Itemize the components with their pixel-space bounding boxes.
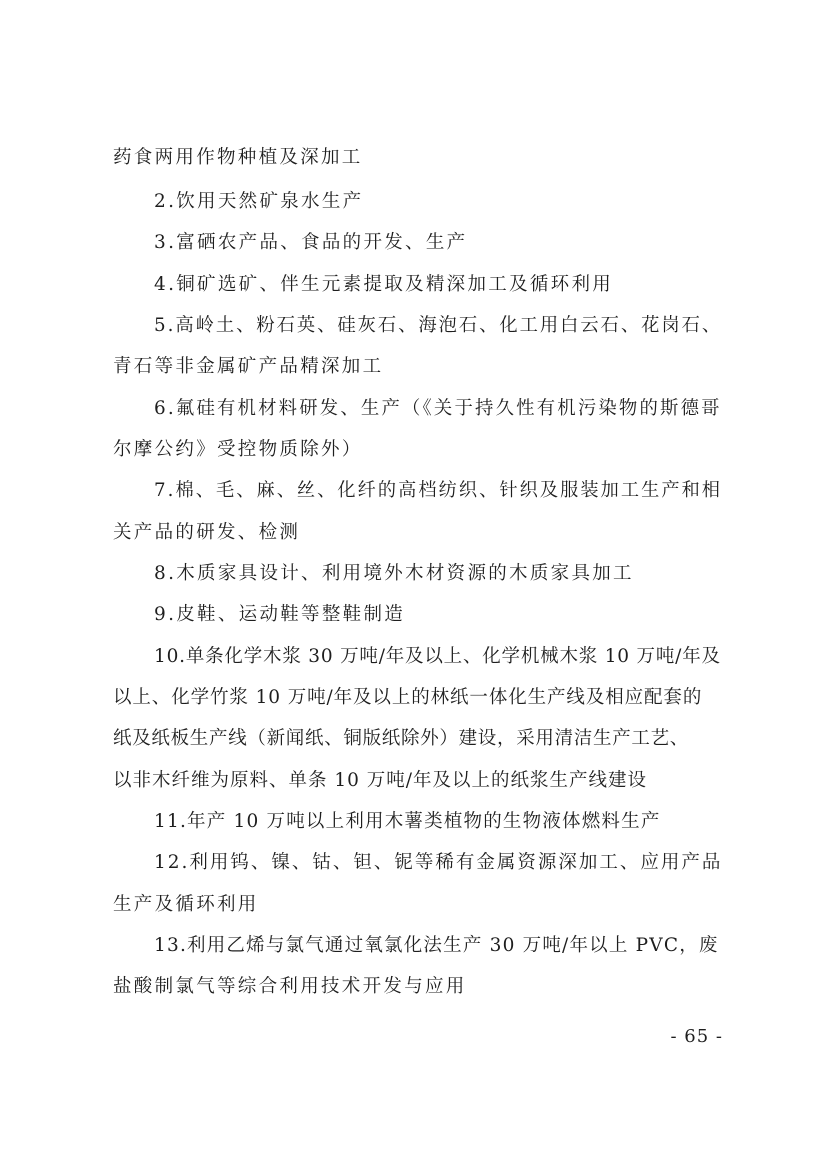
list-item-10: 10.单条化学木浆 30 万吨/年及以上、化学机械木浆 10 万吨/年及: [154, 646, 721, 667]
list-item-5-continuation: 青石等非金属矿产品精深加工: [113, 356, 384, 377]
list-item-8: 8.木质家具设计、利用境外木材资源的木质家具加工: [154, 563, 634, 584]
list-item-10-continuation: 以上、化学竹浆 10 万吨/年及以上的林纸一体化生产线及相应配套的: [113, 687, 703, 708]
list-item-9: 9.皮鞋、运动鞋等整鞋制造: [154, 604, 406, 625]
list-item-7-continuation: 关产品的研发、检测: [113, 522, 301, 543]
list-item-10-continuation: 纸及纸板生产线（新闻纸、铜版纸除外）建设，采用清洁生产工艺、: [113, 728, 690, 749]
list-item-13: 13.利用乙烯与氯气通过氧氯化法生产 30 万吨/年以上 PVC，废: [154, 935, 719, 956]
list-item-3: 3.富硒农产品、食品的开发、生产: [154, 232, 468, 253]
list-item-7: 7.棉、毛、麻、丝、化纤的高档纺织、针织及服装加工生产和相: [154, 480, 723, 501]
list-item-12: 12.利用钨、镍、钴、钽、铌等稀有金属资源深加工、应用产品: [154, 852, 723, 873]
page-number: - 65 -: [670, 1026, 723, 1047]
list-item-6-continuation: 尔摩公约》受控物质除外）: [113, 439, 363, 460]
list-item-5: 5.高岭土、粉石英、硅灰石、海泡石、化工用白云石、花岗石、: [154, 315, 723, 336]
list-item-4: 4.铜矿选矿、伴生元素提取及精深加工及循环利用: [154, 274, 614, 295]
text-line: 药食两用作物种植及深加工: [113, 147, 363, 168]
list-item-13-continuation: 盐酸制氯气等综合利用技术开发与应用: [113, 976, 467, 997]
list-item-12-continuation: 生产及循环利用: [113, 894, 259, 915]
list-item-2: 2.饮用天然矿泉水生产: [154, 191, 364, 212]
list-item-6: 6.氟硅有机材料研发、生产（《关于持久性有机污染物的斯德哥: [154, 398, 722, 419]
list-item-11: 11.年产 10 万吨以上利用木薯类植物的生物液体燃料生产: [154, 811, 661, 832]
list-item-10-continuation: 以非木纤维为原料、单条 10 万吨/年及以上的纸浆生产线建设: [113, 770, 648, 791]
